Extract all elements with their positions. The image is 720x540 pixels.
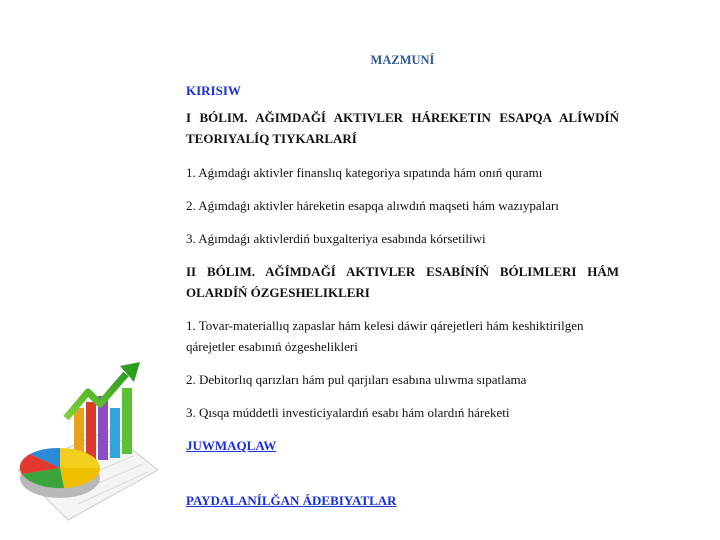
references-link[interactable]: PAYDALANÍLĞAN ÁDEBIYATLAR xyxy=(186,493,397,508)
section2-item-1: 1. Tovar-materiallıq zapaslar hám kelesi dáwir qárejetleri hám keshiktirilgen qárejetler esabınıń ózgeshelikleri xyxy=(186,318,584,354)
section1-item-3: 3. Aǵımdaǵı aktivlerdiń buxgalteriya esabında kórsetiliwi xyxy=(186,231,486,246)
section2-heading: II BÓLIM. AĞÍMDAĞÍ AKTIVLER ESABÍNÍŃ BÓLIMLERI HÁM OLARDÍŃ ÓZGESHELIKLERI xyxy=(186,264,619,300)
section1-item-1: 1. Aǵımdaǵı aktivler finanslıq kategoriya sıpatında hám onıń quramı xyxy=(186,165,543,180)
section2-item-2: 2. Debitorlıq qarızları hám pul qarjıları esabına ulıwma sıpatlama xyxy=(186,372,527,387)
intro-heading: KIRISIW xyxy=(186,83,241,98)
table-of-contents xyxy=(186,50,619,511)
finance-chart-illustration xyxy=(8,360,168,530)
page-title: MAZMUNÍ xyxy=(370,53,435,67)
conclusion-link[interactable]: JUWMAQLAW xyxy=(186,438,277,453)
section1-item-2: 2. Aǵımdaǵı aktivler háreketin esapqa alıwdıń maqseti hám wazıypaları xyxy=(186,198,559,213)
section2-item-3: 3. Qısqa múddetli investiciyalardıń esabı hám olardıń háreketi xyxy=(186,405,510,420)
section1-heading: I BÓLIM. AĞIMDAĞÍ AKTIVLER HÁREKETIN ESAPQA ALÍWDÍŃ TEORIYALÍQ TIYKARLARÍ xyxy=(186,110,619,146)
